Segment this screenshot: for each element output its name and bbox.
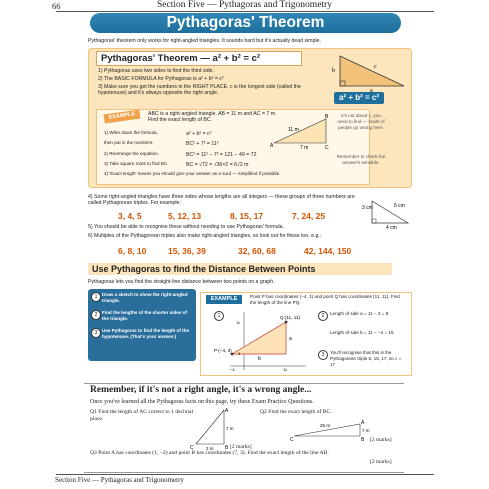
side-5cm: 5 cm: [394, 203, 405, 209]
vertex-b: B: [325, 114, 329, 120]
formula-badge: a² + b² = c²: [334, 92, 384, 104]
triple-6-8-10: 6, 8, 10: [118, 246, 147, 256]
q1-c: C: [190, 445, 194, 450]
calc-b: Length of side b = 11 − −4 = 15: [330, 330, 394, 335]
step-num-3: 3: [91, 328, 101, 338]
label-a: a: [370, 88, 373, 92]
example-2-question: Point P has coordinates (−4, 3) and point Q has coordinates (11, 11). Find the length of the line PQ.: [250, 294, 400, 305]
example-1-triangle: [270, 113, 330, 149]
step-1b-label: then put in the numbers.: [104, 140, 154, 145]
step-1b-work: BC² + 7² = 11²: [186, 141, 219, 147]
footer-rule: [56, 474, 434, 475]
theorem-triangle: [320, 50, 410, 92]
triple-32-60-68: 32, 60, 68: [238, 246, 276, 256]
header-rule: [56, 11, 434, 12]
note-1: It's not about c, you need to find — loads of people go wrong here.: [337, 113, 385, 130]
side-4cm: 4 cm: [386, 225, 397, 229]
q2-b: B: [361, 437, 365, 442]
page-title: Pythagoras' Theorem: [90, 13, 401, 33]
theorem-point-3: 3) Make sure you get the numbers in the RIGHT PLACE. c is the longest side (called the hypotenuse) and it's always opposite the right angle.: [98, 84, 301, 97]
practice-heading: Remember, if it's not a right angle, it's a wrong angle...: [90, 385, 312, 395]
example-2-tag: EXAMPLE: [206, 295, 242, 304]
triple-42-144-150: 42, 144, 150: [304, 246, 352, 256]
grid-x2: 11: [283, 367, 288, 372]
step-1-label: 1) Write down the formula,: [104, 130, 158, 135]
q2-ab: 25 m: [320, 423, 331, 428]
example-tag: EXAMPLE: [104, 110, 141, 124]
distance-step-2: Find the lengths of the shorter sides of the triangle.: [102, 310, 187, 321]
q1-ab: 7 m: [226, 426, 234, 431]
calc-note: You'll recognise that this is the Pythagorean triple 8, 15, 17, so c = 17: [330, 350, 402, 367]
calc-a: Length of side a = 11 − 3 = 8: [330, 311, 389, 316]
step-3-work: BC = √72 = √36×2 = 6√2 m: [186, 162, 249, 168]
theorem-point-1: 1) Pythagoras uses two sides to find the third side.: [98, 68, 214, 74]
side-3cm: 3 cm: [362, 205, 373, 211]
section-title: Section Five — Pythagoras and Trigonometry: [157, 0, 332, 10]
vertex-a: A: [270, 143, 274, 149]
grid-x1: −4: [230, 367, 235, 372]
vertex-c: C: [325, 145, 329, 149]
step-num-2: 2: [91, 310, 101, 320]
point-5: 5) You should be able to recognise these without needing to use Pythagoras' formula.: [88, 224, 284, 230]
triple-3-4-5: 3, 4, 5: [118, 211, 142, 221]
point-p: P (−4, 3): [214, 348, 232, 353]
theorem-point-2: 2) The BASIC FORMULA for Pythagoras is a² + b² = c²: [98, 76, 224, 82]
distance-step-1: Draw a sketch to show the right-angled triangle.: [102, 292, 188, 303]
coordinate-diagram: [208, 310, 308, 372]
point-4: 4) Some right-angled triangles have three sides whose lengths are all integers — these groups of three numbers are called Pythagorean triples. For example:: [88, 194, 355, 207]
page-number: 66: [52, 1, 61, 11]
note-2: Remember to check the answer's sensible.: [336, 154, 386, 165]
q2-marks: [2 marks]: [370, 437, 392, 443]
page-footer: Section Five — Pythagoras and Trigonometry: [55, 476, 184, 484]
intro-text: Pythagoras' theorem only works for right-angled triangles. It sounds hard but it's actually dead simple.: [88, 38, 321, 44]
distance-step-3: Use Pythagoras to find the length of the hypotenuse. (That's your answer.): [102, 328, 190, 339]
point-6: 6) Multiples of the Pythagorean triples also make right-angled triangles, so look out for these too, e.g.:: [88, 233, 322, 239]
example-1-question: ABC is a right-angled triangle. AB = 11 m and AC = 7 m. Find the exact length of BC.: [148, 111, 277, 124]
label-b: b: [332, 68, 335, 74]
triple-15-36-39: 15, 36, 39: [168, 246, 206, 256]
side-a-label: a: [289, 336, 292, 342]
step-num-1: 1: [91, 292, 101, 302]
q2-ac: 7 m: [362, 428, 370, 433]
triple-7-24-25: 7, 24, 25: [292, 211, 326, 221]
distance-intro: Pythagoras lets you find the straight-line distance between two points on a graph.: [88, 279, 275, 285]
ex2-step-3: 3: [318, 350, 328, 360]
question-2: Q2 Find the exact length of BC.: [260, 409, 332, 415]
side-ab: 11 m: [288, 127, 299, 133]
step-1-work: a² + b² = c²: [186, 131, 212, 137]
distance-heading: Use Pythagoras to find the Distance Between Points: [88, 263, 392, 275]
ex2-step-2: 2: [318, 311, 328, 321]
q2-triangle: [290, 418, 370, 442]
q1-triangle: [190, 406, 234, 450]
q1-marks: [2 marks]: [230, 444, 252, 450]
label-c: c: [374, 64, 377, 70]
grid-y1: 3: [238, 351, 241, 356]
question-3: Q3 Point A has coordinates (1, −2) and point B has coordinates (7, 3). Find the exact length of the line AB.: [90, 450, 329, 456]
q1-b: B: [225, 445, 229, 450]
q3-marks: [2 marks]: [370, 459, 392, 465]
q2-a: A: [361, 420, 365, 426]
triple-8-15-17: 8, 15, 17: [230, 211, 264, 221]
q1-a: A: [225, 408, 229, 414]
question-1: Q1 Find the length of AC correct to 1 decimal place.: [90, 409, 193, 422]
q1-bc: 3 m: [206, 446, 214, 450]
grid-y2: 11: [236, 320, 241, 325]
point-q: Q (11, 11): [280, 315, 300, 320]
triple-5-12-13: 5, 12, 13: [168, 211, 202, 221]
triple-triangle: [362, 193, 412, 229]
ex2-step-1: 1: [214, 311, 224, 321]
practice-intro: Once you've learned all the Pythagoras facts on this page, try these Exam Practice Questions.: [90, 399, 314, 405]
step-4-label: 4) 'Exact length' means you should give your answer as a surd — simplified if possible.: [104, 171, 281, 176]
side-b-label: b: [258, 356, 261, 362]
step-2-label: 2) Rearrange the equation.: [104, 151, 159, 156]
side-ac: 7 m: [300, 145, 309, 149]
theorem-heading: Pythagoras' Theorem — a² + b² = c²: [96, 51, 302, 66]
q2-c: C: [290, 437, 294, 442]
step-2-work: BC² = 11² − 7² = 121 − 49 = 72: [186, 152, 257, 158]
step-3-label: 3) Take square roots to find BC.: [104, 161, 169, 166]
